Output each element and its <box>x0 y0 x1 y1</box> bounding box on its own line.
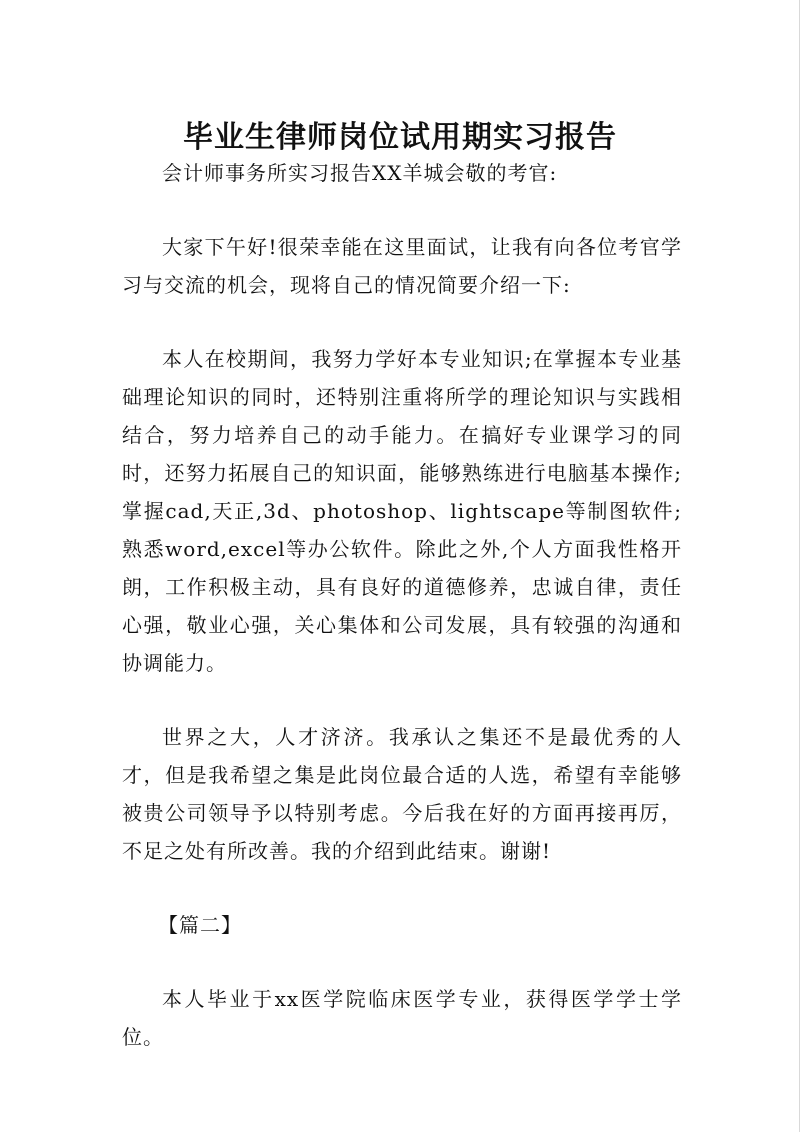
section-heading: 【篇二】 <box>158 913 242 937</box>
paragraph-self-introduction: 本人在校期间，我努力学好本专业知识;在掌握本专业基础理论知识的同时，还特别注重将所学的理论知识与实践相结合，努力培养自己的动手能力。在搞好专业课学习的同时，还努力拓展自己的知识面，能够熟练进行电脑基本操作;掌握cad,天正,3d、photoshop、lightscape等制图软件;熟悉word,excel等办公软件。除此之外,个人方面我性格开朗，工作积极主动，具有良好的道德修养，忠诚自律，责任心强，敬业心强，关心集体和公司发展，具有较强的沟通和协调能力。 <box>122 347 682 675</box>
paragraph-closing: 世界之大，人才济济。我承认之集还不是最优秀的人才，但是我希望之集是此岗位最合适的人选，希望有幸能够被贵公司领导予以特别考虑。今后我在好的方面再接再厉，不足之处有所改善。我的介绍到此结束。谢谢! <box>122 725 682 863</box>
document-body <box>122 154 682 1056</box>
document-title: 毕业生律师岗位试用期实习报告 <box>183 120 617 156</box>
paragraph-part-two: 本人毕业于xx医学院临床医学专业，获得医学学士学位。 <box>122 987 682 1049</box>
paragraph-salutation: 会计师事务所实习报告XX羊城会敬的考官: <box>162 161 558 185</box>
paragraph-greeting: 大家下午好!很荣幸能在这里面试，让我有向各位考官学习与交流的机会，现将自己的情况简要介绍一下: <box>122 235 682 297</box>
